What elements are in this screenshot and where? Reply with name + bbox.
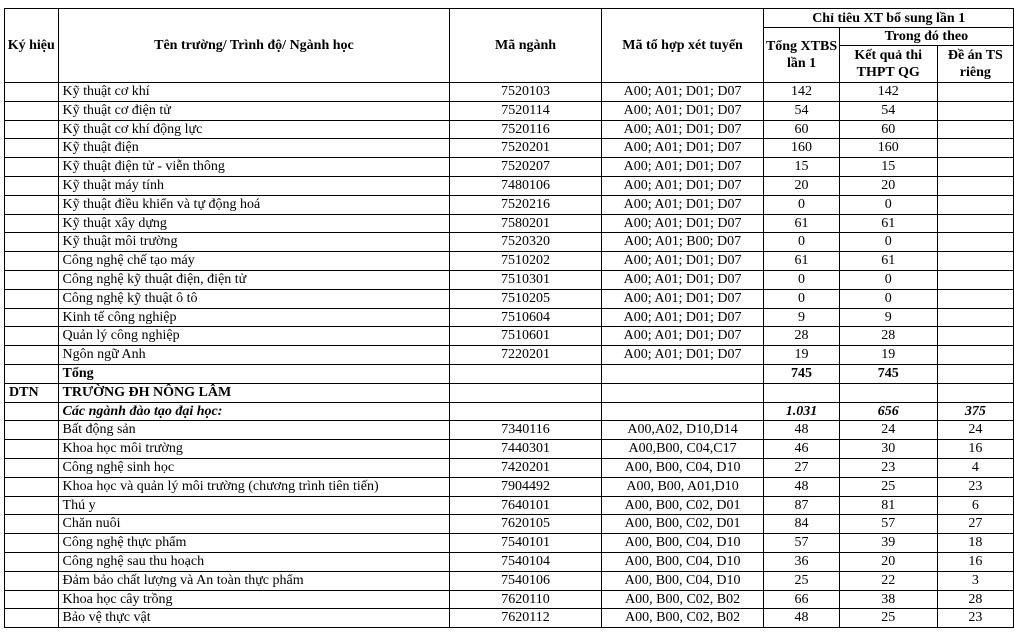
name-cell: Các ngành đào tạo đại học: [58,402,450,421]
code-cell: 7510202 [450,252,601,271]
code-cell: 7620110 [450,590,601,609]
combo-cell: A00, B00, C02, D01 [601,515,764,534]
rieng-cell [937,83,1013,102]
total-cell: 19 [764,346,839,365]
thpt-cell: 25 [839,477,937,496]
total-cell: 87 [764,496,839,515]
total-cell: 57 [764,534,839,553]
table-row [5,571,1014,590]
rieng-cell [937,195,1013,214]
rieng-cell [937,233,1013,252]
total-cell: 745 [764,364,839,383]
combo-cell: A00; A01; D01; D07 [601,139,764,158]
combo-cell: A00,B00, C04,C17 [601,440,764,459]
combo-cell: A00, B00, A01,D10 [601,477,764,496]
thpt-cell: 23 [839,458,937,477]
ky-hieu-cell [5,402,59,421]
header-ten: Tên trường/ Trình độ/ Ngành học [58,9,450,83]
combo-cell [601,383,764,402]
combo-cell: A00; A01; D01; D07 [601,176,764,195]
thpt-cell: 9 [839,308,937,327]
code-cell: 7520116 [450,120,601,139]
total-cell: 1.031 [764,402,839,421]
combo-cell [601,364,764,383]
ky-hieu-cell [5,364,59,383]
combo-cell: A00; A01; B00; D07 [601,233,764,252]
total-cell: 9 [764,308,839,327]
code-cell [450,364,601,383]
rieng-cell: 24 [937,421,1013,440]
total-cell: 84 [764,515,839,534]
name-cell: Thú y [58,496,450,515]
name-cell: Tổng [58,364,450,383]
ky-hieu-cell [5,214,59,233]
name-cell: Công nghệ sinh học [58,458,450,477]
name-cell: Bất động sản [58,421,450,440]
total-cell: 28 [764,327,839,346]
code-cell [450,402,601,421]
thpt-cell: 142 [839,83,937,102]
code-cell: 7520201 [450,139,601,158]
combo-cell: A00; A01; D01; D07 [601,120,764,139]
thpt-cell: 81 [839,496,937,515]
thpt-cell: 20 [839,176,937,195]
total-cell: 48 [764,609,839,628]
total-cell: 160 [764,139,839,158]
thpt-cell: 28 [839,327,937,346]
rieng-cell [937,214,1013,233]
code-cell: 7580201 [450,214,601,233]
ky-hieu-cell [5,195,59,214]
name-cell: Công nghệ kỹ thuật điện, điện tử [58,270,450,289]
code-cell: 7440301 [450,440,601,459]
code-cell: 7510205 [450,289,601,308]
rieng-cell: 4 [937,458,1013,477]
thpt-cell: 0 [839,289,937,308]
table-row [5,421,1014,440]
code-cell: 7340116 [450,421,601,440]
table-row [5,402,1014,421]
thpt-cell: 15 [839,158,937,177]
rieng-cell: 3 [937,571,1013,590]
ky-hieu-cell [5,496,59,515]
thpt-cell: 24 [839,421,937,440]
name-cell: Bảo vệ thực vật [58,609,450,628]
ky-hieu-cell [5,120,59,139]
combo-cell: A00,A02, D10,D14 [601,421,764,440]
rieng-cell [937,346,1013,365]
rieng-cell: 23 [937,609,1013,628]
code-cell: 7510601 [450,327,601,346]
table-row [5,364,1014,383]
ky-hieu-cell [5,552,59,571]
code-cell: 7540104 [450,552,601,571]
total-cell: 61 [764,252,839,271]
thpt-cell: 20 [839,552,937,571]
code-cell: 7520207 [450,158,601,177]
table-row [5,83,1014,102]
name-cell: Chăn nuôi [58,515,450,534]
combo-cell: A00; A01; D01; D07 [601,83,764,102]
table-row [5,515,1014,534]
combo-cell: A00; A01; D01; D07 [601,195,764,214]
rieng-cell: 23 [937,477,1013,496]
total-cell: 142 [764,83,839,102]
rieng-cell [937,270,1013,289]
code-cell: 7480106 [450,176,601,195]
code-cell: 7904492 [450,477,601,496]
code-cell: 7510301 [450,270,601,289]
name-cell: Công nghệ thực phẩm [58,534,450,553]
ky-hieu-cell [5,101,59,120]
ky-hieu-cell [5,571,59,590]
table-row [5,534,1014,553]
table-row [5,270,1014,289]
rieng-cell [937,327,1013,346]
table-row [5,440,1014,459]
rieng-cell: 28 [937,590,1013,609]
rieng-cell [937,308,1013,327]
code-cell: 7510604 [450,308,601,327]
combo-cell: A00, B00, C04, D10 [601,534,764,553]
header-kq-thpt: Kết quả thi THPT QG [839,46,937,83]
total-cell [764,383,839,402]
name-cell: Khoa học cây trồng [58,590,450,609]
table-row [5,590,1014,609]
code-cell: 7540106 [450,571,601,590]
name-cell: Kỹ thuật điện tử - viễn thông [58,158,450,177]
thpt-cell: 61 [839,214,937,233]
ky-hieu-cell: DTN [5,383,59,402]
combo-cell: A00; A01; D01; D07 [601,289,764,308]
total-cell: 15 [764,158,839,177]
code-cell: 7540101 [450,534,601,553]
rieng-cell: 27 [937,515,1013,534]
rieng-cell [937,383,1013,402]
combo-cell: A00, B00, C04, D10 [601,552,764,571]
thpt-cell: 38 [839,590,937,609]
rieng-cell: 16 [937,440,1013,459]
total-cell: 0 [764,233,839,252]
rieng-cell [937,120,1013,139]
thpt-cell: 60 [839,120,937,139]
combo-cell: A00; A01; D01; D07 [601,346,764,365]
rieng-cell: 18 [937,534,1013,553]
table-row [5,176,1014,195]
rieng-cell: 6 [937,496,1013,515]
thpt-cell: 160 [839,139,937,158]
combo-cell: A00; A01; D01; D07 [601,252,764,271]
table-row [5,496,1014,515]
ky-hieu-cell [5,308,59,327]
combo-cell: A00; A01; D01; D07 [601,101,764,120]
thpt-cell [839,383,937,402]
total-cell: 48 [764,421,839,440]
code-cell [450,383,601,402]
ky-hieu-cell [5,590,59,609]
name-cell: Đảm bảo chất lượng và An toàn thực phẩm [58,571,450,590]
thpt-cell: 0 [839,233,937,252]
combo-cell: A00, B00, C04, D10 [601,458,764,477]
total-cell: 27 [764,458,839,477]
combo-cell: A00; A01; D01; D07 [601,158,764,177]
name-cell: Khoa học môi trường [58,440,450,459]
table-row [5,158,1014,177]
table-row [5,477,1014,496]
rieng-cell [937,139,1013,158]
table-row [5,252,1014,271]
name-cell: Kỹ thuật cơ điện tử [58,101,450,120]
header-trong-do: Trong đó theo [839,28,1013,46]
rieng-cell [937,101,1013,120]
thpt-cell: 656 [839,402,937,421]
rieng-cell [937,252,1013,271]
name-cell: Kinh tế công nghiệp [58,308,450,327]
ky-hieu-cell [5,176,59,195]
code-cell: 7520320 [450,233,601,252]
rieng-cell: 375 [937,402,1013,421]
code-cell: 7520114 [450,101,601,120]
ky-hieu-cell [5,346,59,365]
admission-table [4,8,1014,628]
thpt-cell: 22 [839,571,937,590]
combo-cell: A00; A01; D01; D07 [601,308,764,327]
ky-hieu-cell [5,289,59,308]
table-row [5,552,1014,571]
ky-hieu-cell [5,327,59,346]
combo-cell: A00; A01; D01; D07 [601,214,764,233]
thpt-cell: 30 [839,440,937,459]
rieng-cell [937,176,1013,195]
name-cell: Công nghệ chế tạo máy [58,252,450,271]
header-ma-nganh: Mã ngành [450,9,601,83]
rieng-cell [937,158,1013,177]
name-cell: Công nghệ kỹ thuật ô tô [58,289,450,308]
total-cell: 61 [764,214,839,233]
table-row [5,458,1014,477]
total-cell: 0 [764,195,839,214]
table-row [5,327,1014,346]
table-row [5,101,1014,120]
code-cell: 7520216 [450,195,601,214]
combo-cell: A00, B00, C02, D01 [601,496,764,515]
code-cell: 7420201 [450,458,601,477]
name-cell: Kỹ thuật máy tính [58,176,450,195]
name-cell: Kỹ thuật xây dựng [58,214,450,233]
code-cell: 7220201 [450,346,601,365]
table-row [5,609,1014,628]
ky-hieu-cell [5,252,59,271]
table-row [5,120,1014,139]
thpt-cell: 57 [839,515,937,534]
combo-cell: A00, B00, C02, B02 [601,590,764,609]
thpt-cell: 39 [839,534,937,553]
total-cell: 36 [764,552,839,571]
combo-cell [601,402,764,421]
total-cell: 0 [764,289,839,308]
thpt-cell: 25 [839,609,937,628]
name-cell: Ngôn ngữ Anh [58,346,450,365]
total-cell: 20 [764,176,839,195]
total-cell: 54 [764,101,839,120]
thpt-cell: 745 [839,364,937,383]
header-ky-hieu: Ký hiệu [5,9,59,83]
name-cell: Kỹ thuật điều khiển và tự động hoá [58,195,450,214]
ky-hieu-cell [5,515,59,534]
table-row [5,195,1014,214]
total-cell: 66 [764,590,839,609]
header-chi-tieu: Chỉ tiêu XT bổ sung lần 1 [764,9,1014,28]
table-row [5,139,1014,158]
table-row [5,346,1014,365]
name-cell: Kỹ thuật môi trường [58,233,450,252]
name-cell: Kỹ thuật cơ khí động lực [58,120,450,139]
table-body [5,83,1014,628]
thpt-cell: 19 [839,346,937,365]
ky-hieu-cell [5,83,59,102]
name-cell: Khoa học và quản lý môi trường (chương trình tiên tiến) [58,477,450,496]
name-cell: Kỹ thuật cơ khí [58,83,450,102]
thpt-cell: 54 [839,101,937,120]
ky-hieu-cell [5,534,59,553]
ky-hieu-cell [5,477,59,496]
name-cell: Công nghệ sau thu hoạch [58,552,450,571]
total-cell: 60 [764,120,839,139]
ky-hieu-cell [5,270,59,289]
ky-hieu-cell [5,139,59,158]
table-row [5,214,1014,233]
code-cell: 7520103 [450,83,601,102]
total-cell: 48 [764,477,839,496]
combo-cell: A00, B00, C04, D10 [601,571,764,590]
total-cell: 0 [764,270,839,289]
code-cell: 7620105 [450,515,601,534]
table-row [5,308,1014,327]
ky-hieu-cell [5,440,59,459]
ky-hieu-cell [5,609,59,628]
total-cell: 25 [764,571,839,590]
code-cell: 7640101 [450,496,601,515]
table-row [5,289,1014,308]
thpt-cell: 0 [839,195,937,214]
ky-hieu-cell [5,458,59,477]
name-cell: TRƯỜNG ĐH NÔNG LÂM [58,383,450,402]
code-cell: 7620112 [450,609,601,628]
combo-cell: A00; A01; D01; D07 [601,327,764,346]
rieng-cell: 16 [937,552,1013,571]
header-ma-to-hop: Mã tổ hợp xét tuyển [601,9,764,83]
rieng-cell [937,364,1013,383]
ky-hieu-cell [5,233,59,252]
thpt-cell: 61 [839,252,937,271]
table-row [5,383,1014,402]
table-row [5,233,1014,252]
total-cell: 46 [764,440,839,459]
thpt-cell: 0 [839,270,937,289]
name-cell: Kỹ thuật điện [58,139,450,158]
ky-hieu-cell [5,158,59,177]
header-tong: Tổng XTBS lần 1 [764,28,839,83]
rieng-cell [937,289,1013,308]
ky-hieu-cell [5,421,59,440]
combo-cell: A00; A01; D01; D07 [601,270,764,289]
combo-cell: A00, B00, C02, B02 [601,609,764,628]
header-de-an: Đề án TS riêng [937,46,1013,83]
name-cell: Quản lý công nghiệp [58,327,450,346]
